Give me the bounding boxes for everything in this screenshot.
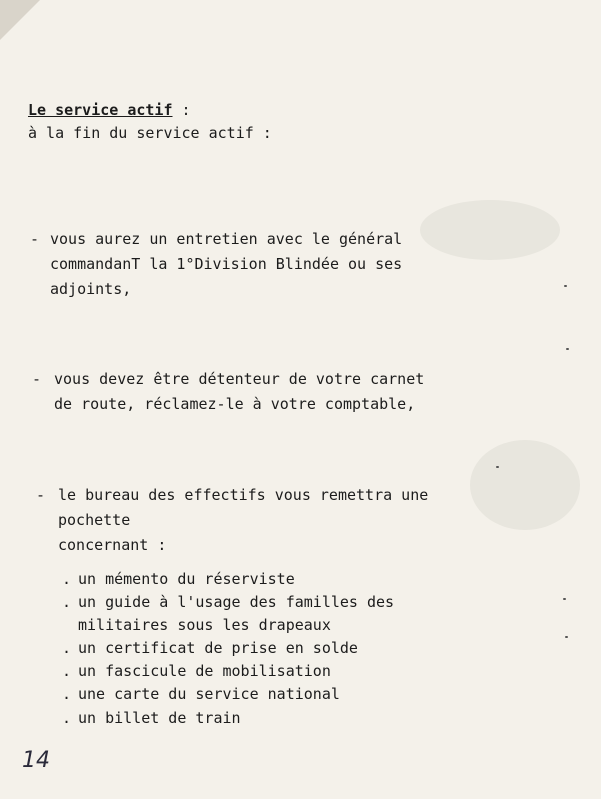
section-heading — [28, 100, 191, 121]
subitem-billet: un billet de train — [78, 709, 241, 727]
ink-speck — [496, 466, 499, 468]
heading-text: Le service actif — [28, 101, 173, 119]
item1-line2: commandanT la 1°Division Blindée ou ses — [50, 255, 403, 273]
subitem-dot: . — [62, 639, 72, 657]
item3-line3: concernant : — [58, 536, 167, 554]
item2-line1: vous devez être détenteur de votre carnet — [54, 370, 425, 388]
ink-speck — [566, 348, 569, 350]
subitem-dot: . — [62, 662, 72, 680]
item3-dash: - — [36, 486, 46, 504]
subitem-certificat: un certificat de prise en solde — [78, 639, 358, 657]
subitem-guide-line2: militaires sous les drapeaux — [78, 616, 331, 634]
subitem-dot: . — [62, 685, 72, 703]
item3-line2: pochette — [58, 511, 131, 529]
item1-line1: vous aurez un entretien avec le général — [50, 230, 403, 248]
item1-dash: - — [30, 230, 40, 248]
subitem-fascicule: un fascicule de mobilisation — [78, 662, 331, 680]
subitem-carte: une carte du service national — [78, 685, 340, 703]
item2-line2: de route, réclamez-le à votre comptable, — [54, 395, 416, 413]
subitem-dot: . — [62, 593, 72, 611]
heading-colon: : — [172, 101, 191, 119]
paper-smudge — [420, 200, 560, 260]
paper-smudge — [470, 440, 580, 530]
section-subheading: à la fin du service actif : — [28, 124, 272, 142]
subitem-dot: . — [62, 570, 72, 588]
item3-line1: le bureau des effectifs vous remettra une — [58, 486, 429, 504]
subitem-memento: un mémento du réserviste — [78, 570, 295, 588]
subitem-dot: . — [62, 709, 72, 727]
item2-dash: - — [32, 370, 42, 388]
ink-speck — [564, 285, 567, 287]
ink-speck — [565, 636, 568, 638]
page-number: 14 — [22, 748, 50, 773]
subitem-guide-line1: un guide à l'usage des familles des — [78, 593, 395, 611]
ink-speck — [563, 598, 566, 600]
torn-corner — [0, 0, 40, 40]
item1-line3: adjoints, — [50, 280, 132, 298]
